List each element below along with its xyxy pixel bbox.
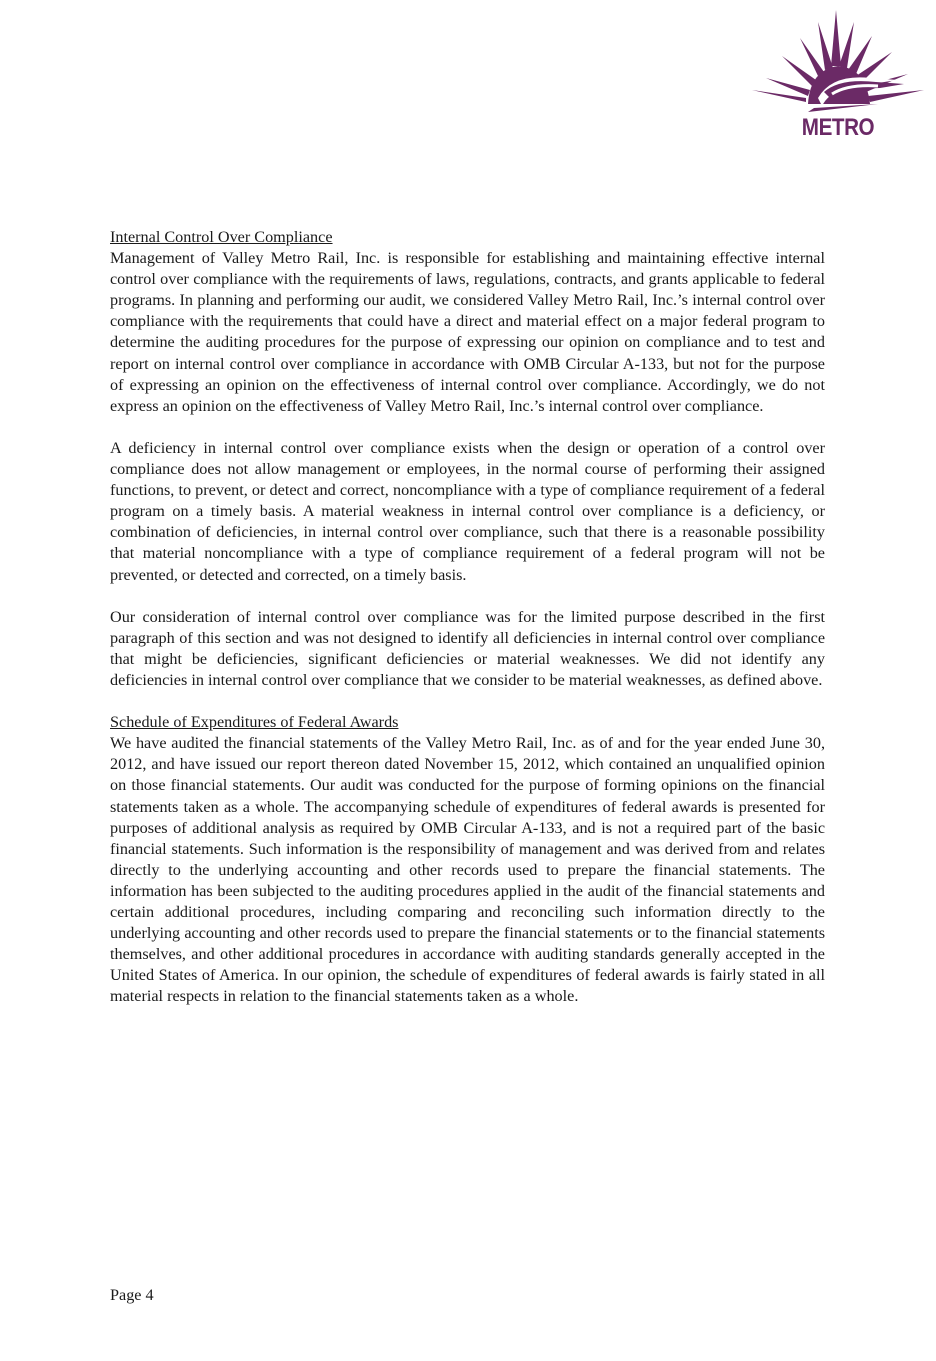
document-body: [110, 227, 825, 1007]
logo-wordmark: METRO: [801, 114, 875, 141]
paragraph: Our consideration of internal control over compliance was for the limited purpose described in the first paragraph of this section and was not designed to identify all deficiencies in internal control over compliance that might be deficiencies, significant deficiencies or material weaknesses. We did not identify any deficiencies in internal control over compliance that we consider to be material weaknesses, as defined above.: [110, 607, 825, 689]
section-heading: Schedule of Expenditures of Federal Awards: [110, 713, 399, 732]
paragraph: Management of Valley Metro Rail, Inc. is responsible for establishing and maintaining effective internal control over compliance with the requirements of laws, regulations, contracts, and grants applicable to federal programs. In planning and performing our audit, we considered Valley Metro Rail, Inc.’s internal control over compliance with the requirements that could have a direct and material effect on a major federal program to determine the auditing procedures for the purpose of expressing our opinion on compliance and to test and report on internal control over compliance in accordance with OMB Circular A-133, but not for the purpose of expressing an opinion on the effectiveness of internal control over compliance. Accordingly, we do not express an opinion on the effectiveness of Valley Metro Rail, Inc.’s internal control over compliance.: [110, 249, 825, 415]
metro-logo: [748, 8, 928, 142]
section-internal-control: [110, 227, 825, 691]
metro-sunburst-icon: [748, 8, 928, 118]
paragraph: We have audited the financial statements of the Valley Metro Rail, Inc. as of and for the year ended June 30, 2012, and have issued our report thereon dated November 15, 2012, which contained an unqualified opinion on those financial statements. Our audit was conducted for the purpose of forming opinions on the financial statements taken as a whole. The accompanying schedule of expenditures of federal awards is presented for purposes of additional analysis as required by OMB Circular A-133, and is not a required part of the basic financial statements. Such information is the responsibility of management and was derived from and relates directly to the underlying accounting and other records used to prepare the financial statements. The information has been subjected to the auditing procedures applied in the audit of the financial statements and certain additional procedures, including comparing and reconciling such information directly to the underlying accounting and other records used to prepare the financial statements or to the financial statements themselves, and other additional procedures in accordance with auditing standards generally accepted in the United States of America. In our opinion, the schedule of expenditures of federal awards is fairly stated in all material respects in relation to the financial statements taken as a whole.: [110, 734, 825, 1006]
page-number: Page 4: [110, 1286, 154, 1304]
section-heading: Internal Control Over Compliance: [110, 228, 333, 246]
paragraph: A deficiency in internal control over compliance exists when the design or operation of a control over compliance does not allow management or employees, in the normal course of performing their assigned functions, to prevent, or detect and correct, noncompliance with a type of compliance requirement of a federal program on a timely basis. A material weakness in internal control over compliance is a deficiency, or combination of deficiencies, in internal control over compliance, such that there is a reasonable possibility that material noncompliance with a type of compliance requirement of a federal program will not be prevented, or detected and corrected, on a timely basis.: [110, 438, 825, 584]
section-schedule-of-expenditures: [110, 712, 825, 1007]
